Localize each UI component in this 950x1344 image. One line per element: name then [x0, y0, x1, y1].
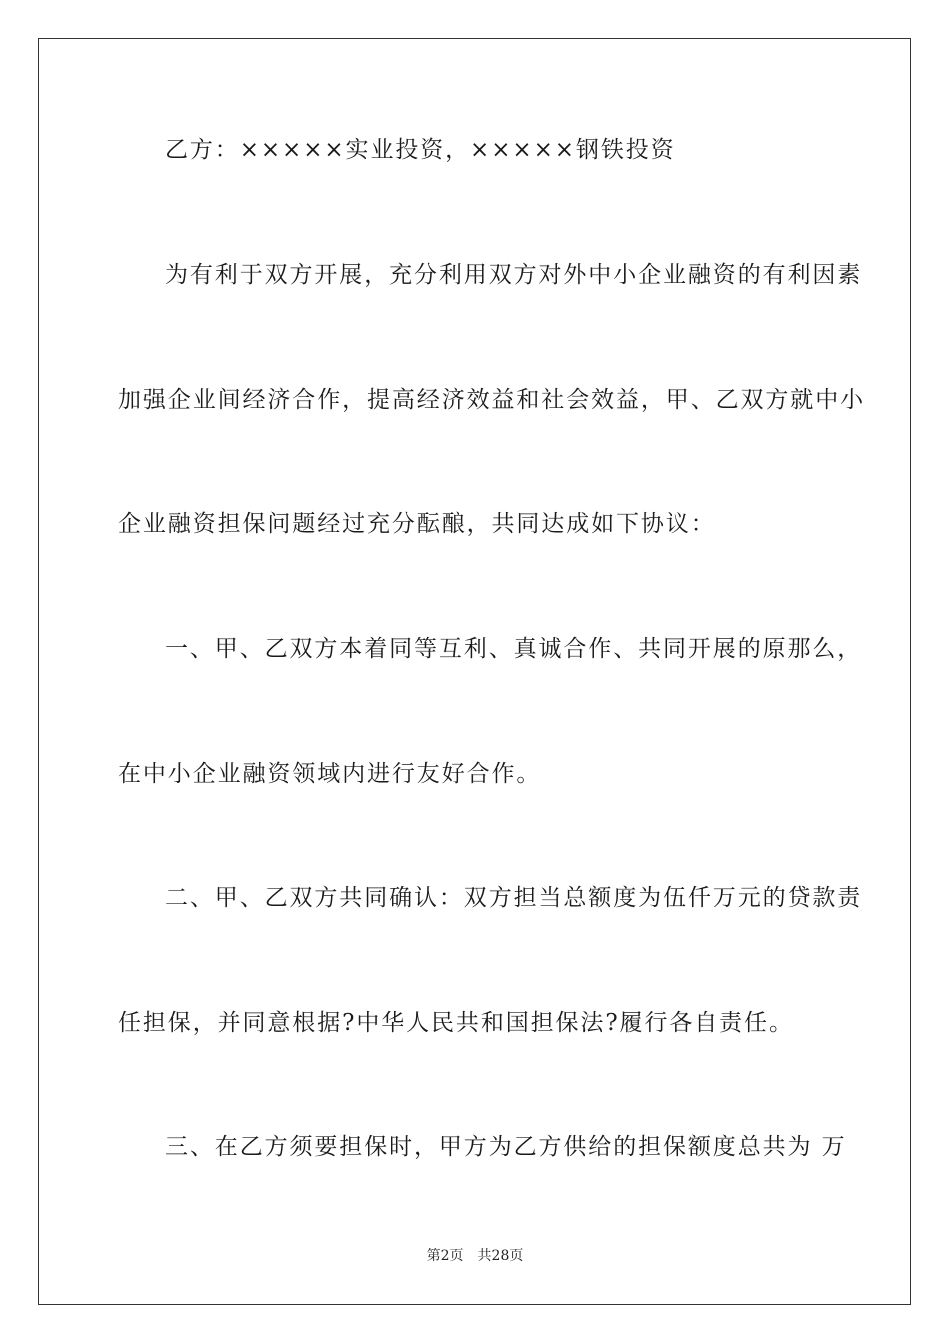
- clause-three-line: 三、在乙方须要担保时，甲方为乙方供给的担保额度总共为 万: [165, 1134, 847, 1160]
- page-border: [38, 38, 911, 1305]
- paragraph-line: 加强企业间经济合作，提高经济效益和社会效益，甲、乙双方就中小: [118, 387, 865, 413]
- paragraph-line: 任担保，并同意根据?中华人民共和国担保法?履行各自责任。: [118, 1010, 794, 1036]
- party-b-line: 乙方：×××××实业投资，×××××钢铁投资: [165, 137, 676, 163]
- clause-two-line: 二、甲、乙双方共同确认：双方担当总额度为伍仟万元的贷款责: [165, 885, 863, 911]
- page-total: 共28页: [477, 1248, 524, 1264]
- paragraph-line: 在中小企业融资领域内进行友好合作。: [118, 761, 542, 787]
- clause-one-line: 一、甲、乙双方本着同等互利、真诚合作、共同开展的原那么，: [165, 636, 863, 662]
- page-number: 第2页: [426, 1248, 464, 1264]
- paragraph-line: 企业融资担保问题经过充分酝酿，共同达成如下协议：: [118, 511, 716, 537]
- page-footer: [0, 1247, 950, 1265]
- paragraph-line: 为有利于双方开展，充分利用双方对外中小企业融资的有利因素: [165, 262, 863, 288]
